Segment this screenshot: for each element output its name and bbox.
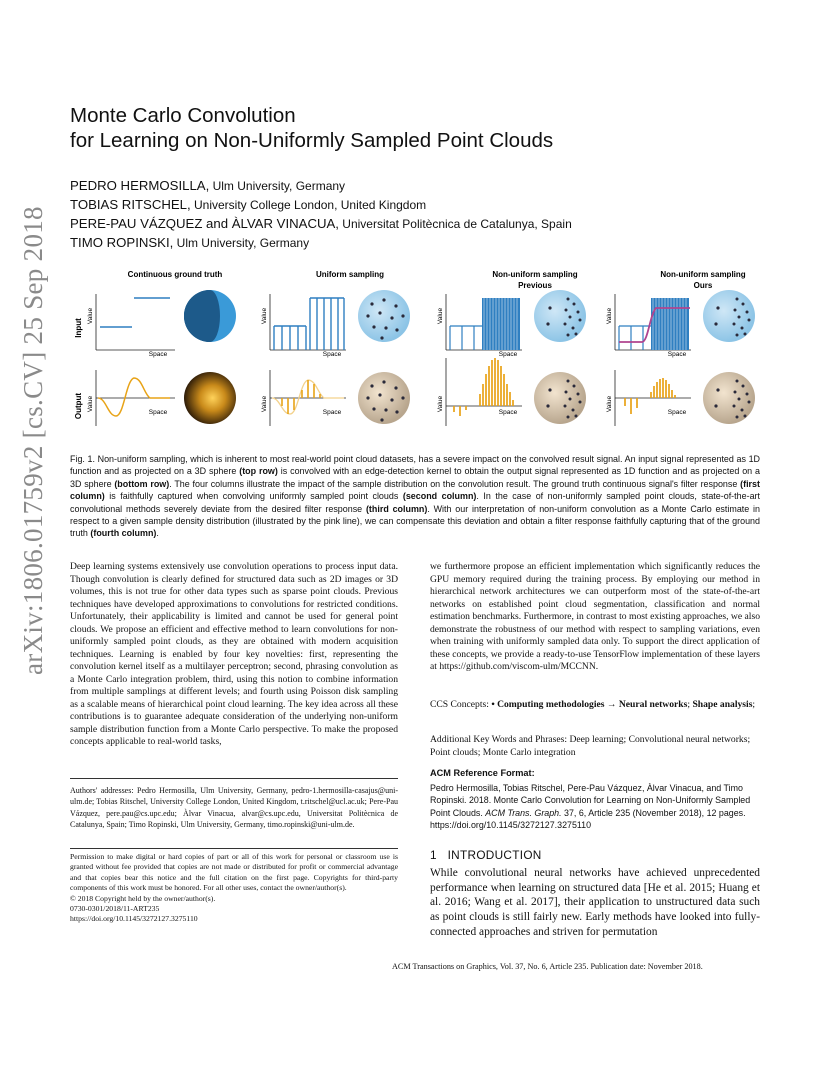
doi-link[interactable]: https://doi.org/10.1145/3272127.3275110	[70, 914, 198, 924]
divider	[70, 848, 398, 849]
col-title-1: Continuous ground truth	[127, 270, 223, 279]
title-line-1: Monte Carlo Convolution	[70, 104, 296, 127]
panel-uniform-output	[261, 370, 410, 426]
introduction-text: While convolutional neural networks have achieved unprecedented performance when learning on structured data [He et al. 2015; Huang et al. 2016; Wang et al. 2017], their application to unstructured data such as point clouds is still fairly new. Early methods have looked into fully-connected approaches and striven for permutation	[430, 867, 760, 938]
author-line-3: PERE-PAU VÁZQUEZ and ÀLVAR VINACUA, Universitat Politècnica de Catalunya, Spain	[70, 216, 572, 231]
copyright-line: © 2018 Copyright held by the owner/author(s).	[70, 893, 216, 903]
panel-ground-truth-output	[87, 370, 236, 426]
axis-space-5: Space	[148, 409, 168, 416]
axis-space-6: Space	[322, 409, 342, 416]
issn-line: 0730-0301/2018/11-ART235	[70, 904, 160, 914]
author-line-1: PEDRO HERMOSILLA, Ulm University, Germany	[70, 178, 346, 193]
abstract-right-column: we furthermore propose an efficient implementation which significantly reduces the GPU memory required during the training process. By employing our method in hierarchical network architectures we can outperform most of the state-of-the-art networks on established point cloud segmentation, classification and normal estimation benchmarks. Furthermore, in contrast to most existing approaches, we also demonstrate the robustness of our method with respect to sampling variations, even when training with uniformly sampled data only. To support the direct application of these concepts, we provide a ready-to-use TensorFlow implementation of these layers at https://github.com/viscom-ulm/MCCNN.	[430, 561, 760, 672]
row-label-input: Input	[74, 318, 83, 338]
col-title-3: Non-uniform sampling	[492, 270, 578, 279]
panel-previous-output	[437, 358, 586, 426]
axis-space-8: Space	[667, 409, 687, 416]
axis-space-2: Space	[322, 351, 342, 358]
panel-ours-output	[606, 370, 755, 426]
axis-value-6: Value	[261, 395, 268, 413]
permission-text: Permission to make digital or hard copies of part or all of this work for personal or classroom use is granted without fee provided that copies are not made or distributed for profit or commercial advantage and that copies bear this notice and the full citation on the first page. Copyrights for third-party components of this work must be honored. For all other uses, contact the owner/author(s).	[70, 852, 398, 893]
col-subtitle-4: Ours	[693, 281, 713, 290]
authors-addresses: Authors' addresses: Pedro Hermosilla, Ulm University, Germany, pedro-1.hermosilla-casajus@uni-ulm.de; Tobias Ritschel, University College London, United Kingdom, t.ritschel@ucl.ac.uk; Pere-Pau Vázquez, pere.pau@cs.upc.edu; Àlvar Vinacua, alvar@cs.upc.edu, Universitat Politècnica de Catalunya, Spain; Timo Ropinski, Ulm University, Germany, timo.ropinski@uni-ulm.de.	[70, 786, 398, 829]
permission-notice	[70, 852, 398, 925]
section-heading-introduction: 1 INTRODUCTION	[430, 848, 542, 862]
acm-reference-heading: ACM Reference Format:	[430, 768, 535, 778]
panel-uniform-input	[261, 290, 410, 358]
teaser-figure	[70, 266, 760, 446]
divider	[70, 778, 398, 779]
abstract-left-column: Deep learning systems extensively use convolution operations to process input data. Though convolution is clearly defined for structured data such as 2D images or 3D volumes, this is not true for other data types such as sparse point clouds. Previous techniques have developed approximations to convolutions for restricted conditions. Unfortunately, their applicability is limited and cannot be used for general point clouds. We propose an efficient and effective method to learn convolutions for non-uniformly sampled point clouds, as they are obtained with modern acquisition techniques. Learning is enabled by four key novelties: first, representing the convolution kernel itself as a multilayer perceptron; second, phrasing convolution as a Monte Carlo integration problem, third, using this notion to combine information from multiple samplings at different levels; and fourth using Poisson disk sampling as a scalable means of hierarchical point cloud learning. The key idea across all these contributions is to guarantee adequate consideration of the underlying non-uniform sample distribution function from a Monte Carlo perspective. To make the proposed concepts applicable to real-world tasks,	[70, 561, 398, 747]
figure-caption: Fig. 1. Non-uniform sampling, which is inherent to most real-world point cloud datasets, has a severe impact on the convolved result signal. An input signal represented as 1D function and as projected on a 3D sphere (top row) is convolved with an edge-detection kernel to obtain the output signal represented as 1D function and as projected on a 3D sphere (bottom row). The four columns illustrate the impact of the sample distribution on the convolution result. The ground truth continuous signal's filter response (first column) is faithfully captured when convolving uniformly sampled point clouds (second column). In the case of non-uniformly sampled point clouds, state-of-the-art convolutional methods severely deviate from the desired filter response (third column). With our interpretation of non-uniform convolution as a Monte Carlo estimate in respect to a given sample density distribution (illustrated by the pink line), we can compensate this deviation and obtain a filter response faithfully capturing that of the ground truth (fourth column).	[70, 454, 761, 539]
axis-space-1: Space	[148, 351, 168, 358]
col-title-4: Non-uniform sampling	[660, 270, 746, 279]
author-line-2: TOBIAS RITSCHEL, University College London, United Kingdom	[70, 197, 427, 212]
ccs-concepts: CCS Concepts: • Computing methodologies → Neural networks; Shape analysis;	[430, 699, 756, 710]
row-label-output: Output	[74, 392, 83, 420]
axis-value-4: Value	[606, 307, 613, 325]
axis-value-8: Value	[606, 395, 613, 413]
axis-space-3: Space	[498, 351, 518, 358]
col-subtitle-3: Previous	[518, 281, 552, 290]
acm-reference: Pedro Hermosilla, Tobias Ritschel, Pere-Pau Vázquez, Àlvar Vinacua, and Timo Ropinski. 2018. Monte Carlo Convolution for Learning on Non-Uniformly Sampled Point Clouds. ACM Trans. Graph. 37, 6, Article 235 (November 2018), 12 pages. https://doi.org/10.1145/3272127.3275110	[430, 783, 751, 830]
axis-value-3: Value	[437, 307, 444, 325]
panel-ground-truth-input	[87, 290, 236, 358]
axis-value-1: Value	[87, 307, 94, 325]
axis-value-2: Value	[261, 307, 268, 325]
arxiv-stamp: arXiv:1806.01759v2 [cs.CV] 25 Sep 2018	[18, 206, 48, 675]
axis-value-5: Value	[87, 395, 94, 413]
panel-ours-input	[606, 290, 755, 358]
col-title-2: Uniform sampling	[315, 270, 385, 279]
author-line-4: TIMO ROPINSKI, Ulm University, Germany	[70, 235, 310, 250]
axis-value-7: Value	[437, 395, 444, 413]
axis-space-7: Space	[498, 409, 518, 416]
axis-space-4: Space	[667, 351, 687, 358]
title-line-2: for Learning on Non-Uniformly Sampled Point Clouds	[70, 129, 554, 152]
keywords: Additional Key Words and Phrases: Deep learning; Convolutional neural networks; Point clouds; Monte Carlo integration	[430, 734, 751, 758]
page-footer: ACM Transactions on Graphics, Vol. 37, No. 6, Article 235. Publication date: November 2018.	[392, 962, 703, 971]
paper-title	[70, 103, 553, 153]
panel-previous-input	[437, 290, 586, 358]
